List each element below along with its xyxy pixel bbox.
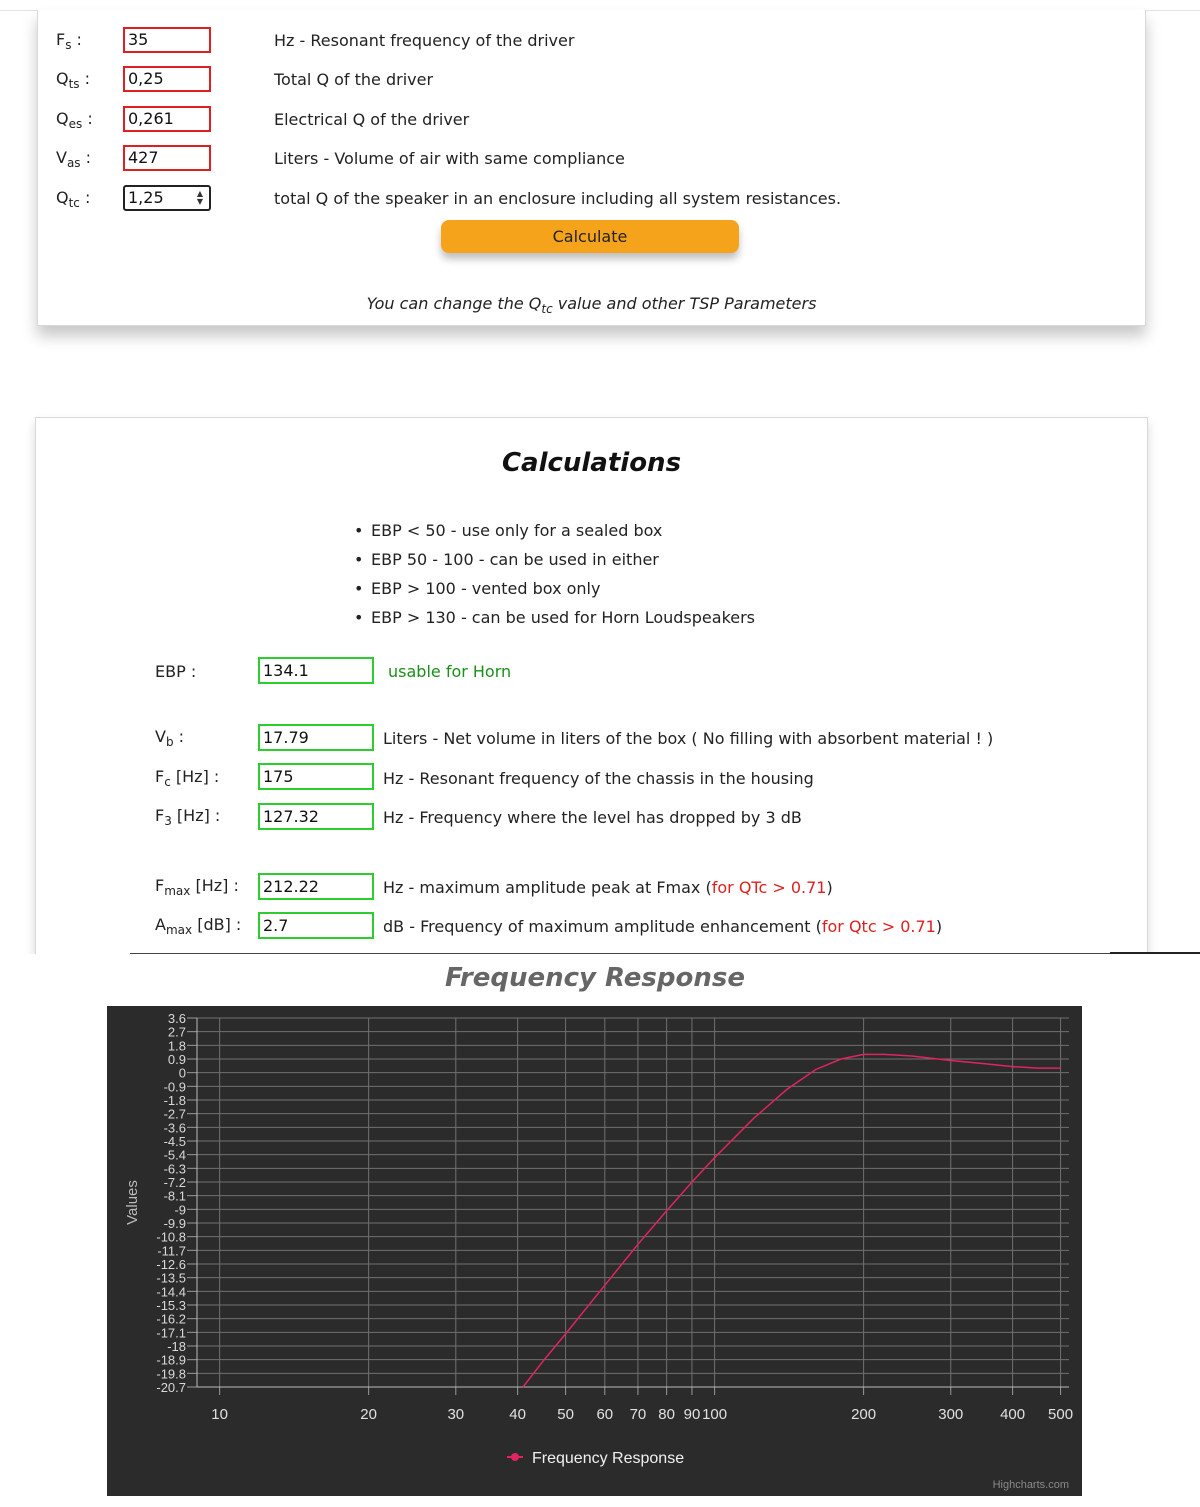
- y-tick-label: -20.7: [156, 1380, 186, 1395]
- y-tick-label: -12.6: [156, 1257, 186, 1272]
- chart-title: Frequency Response: [445, 963, 745, 993]
- spinner-arrows-icon[interactable]: ▲ ▼: [196, 189, 204, 206]
- fmax-field[interactable]: 212.22: [258, 873, 374, 900]
- x-tick-label: 90: [683, 1406, 701, 1423]
- y-tick-label: 3.6: [167, 1011, 186, 1026]
- fmax-label: $F_{max}$ [Hz] :: [155, 876, 239, 899]
- y-tick-label: -8.1: [163, 1188, 186, 1204]
- ebp-rule-4: • EBP > 130 - can be used for Horn Loudspeakers: [371, 608, 755, 627]
- series-line-frequency-response: [523, 1054, 1061, 1387]
- x-tick-label: 100: [702, 1406, 728, 1423]
- y-tick-label: -18.9: [156, 1352, 186, 1368]
- param-desc-fs: Hz - Resonant frequency of the driver: [274, 31, 575, 50]
- ebp-rule-1: • EBP < 50 - use only for a sealed box: [371, 521, 662, 540]
- x-tick-label: 20: [360, 1406, 377, 1423]
- param-label-vas: $V_{as}$ :: [56, 148, 92, 171]
- y-tick-label: 1.8: [167, 1038, 186, 1054]
- amax-label: $A_{max}$ [dB] :: [155, 915, 242, 938]
- param-desc-qes: Electrical Q of the driver: [274, 110, 470, 129]
- param-label-qtc: $Q_{tc}$ :: [56, 188, 91, 211]
- amax-field[interactable]: 2.7: [258, 912, 374, 939]
- hint-text: [38, 294, 1145, 316]
- ebp-rule-2: • EBP 50 - 100 - can be used in either: [371, 550, 659, 569]
- calculations-title: Calculations: [501, 448, 682, 478]
- y-tick-label: -0.9: [163, 1079, 186, 1095]
- frequency-response-chart: [107, 1006, 1082, 1496]
- x-tick-label: 10: [211, 1406, 228, 1423]
- ebp-note: usable for Horn: [388, 662, 512, 681]
- vb-field[interactable]: 17.79: [258, 724, 374, 751]
- y-tick-label: 0: [178, 1065, 186, 1081]
- x-tick-label: 300: [938, 1406, 964, 1423]
- y-tick-label: -2.7: [163, 1106, 186, 1122]
- x-tick-label: 500: [1048, 1406, 1074, 1423]
- x-tick-label: 50: [557, 1406, 574, 1423]
- y-tick-label: -16.2: [156, 1311, 186, 1327]
- ebp-field[interactable]: 134.1: [258, 657, 374, 684]
- fc-field[interactable]: 175: [258, 763, 374, 790]
- y-tick-label: -9: [174, 1202, 186, 1218]
- y-tick-label: -14.4: [156, 1284, 186, 1300]
- param-desc-vas: Liters - Volume of air with same compliance: [274, 149, 625, 168]
- hint-sub: tc: [541, 302, 553, 317]
- legend-marker: [511, 1453, 519, 1461]
- y-tick-label: -4.5: [163, 1134, 186, 1149]
- x-tick-label: 70: [629, 1406, 647, 1423]
- chart-canvas: [107, 1006, 1082, 1496]
- param-desc-qts: Total Q of the driver: [274, 70, 434, 89]
- y-tick-label: -5.4: [163, 1147, 186, 1163]
- calculate-button[interactable]: Calculate: [441, 220, 739, 253]
- param-desc-qtc: total Q of the speaker in an enclosure including all system resistances.: [274, 189, 842, 208]
- chart-credit: Highcharts.com: [992, 1479, 1069, 1491]
- x-tick-label: 200: [851, 1406, 877, 1423]
- x-tick-label: 40: [509, 1406, 526, 1423]
- vb-label: $V_b$ :: [155, 727, 185, 750]
- x-tick-label: 60: [596, 1406, 614, 1423]
- param-label-qts: $Q_{ts}$ :: [56, 69, 91, 92]
- param-input-qes[interactable]: 0,261: [123, 106, 211, 132]
- param-label-fs: $F_s$ :: [56, 30, 82, 53]
- y-tick-label: -15.3: [156, 1298, 186, 1313]
- param-input-vas[interactable]: 427: [123, 145, 211, 171]
- tsp-parameters-panel: [37, 10, 1146, 326]
- param-input-qts[interactable]: 0,25: [123, 66, 211, 92]
- ebp-label: EBP :: [155, 662, 197, 681]
- chart-top-rule: [130, 953, 1110, 954]
- y-tick-label: -10.8: [156, 1229, 186, 1245]
- ebp-rule-3: • EBP > 100 - vented box only: [371, 579, 600, 598]
- legend-label: Frequency Response: [532, 1450, 685, 1467]
- y-axis-label: Values: [124, 1180, 141, 1225]
- vb-desc: Liters - Net volume in liters of the box ( No filling with absorbent material ! ): [383, 729, 994, 748]
- param-input-qtc[interactable]: 1,25 ▲ ▼: [123, 185, 211, 211]
- y-tick-label: 2.7: [167, 1024, 186, 1040]
- x-tick-label: 30: [447, 1406, 465, 1423]
- f3-desc: Hz - Frequency where the level has dropped by 3 dB: [383, 808, 802, 827]
- y-tick-label: -1.8: [163, 1093, 186, 1108]
- y-tick-label: -6.3: [163, 1161, 186, 1177]
- chart-top-rule-right: [1110, 952, 1200, 954]
- fc-desc: Hz - Resonant frequency of the chassis in the housing: [383, 769, 814, 788]
- y-tick-label: -13.5: [156, 1270, 186, 1286]
- fc-label: $F_c$ [Hz] :: [155, 767, 220, 790]
- y-tick-label: -3.6: [163, 1120, 186, 1136]
- hint-suffix: value and other TSP Parameters: [552, 294, 817, 313]
- amax-desc: dB - Frequency of maximum amplitude enhancement (for Qtc > 0.71): [383, 917, 943, 936]
- y-tick-label: -17.1: [156, 1325, 186, 1341]
- x-tick-label: 80: [658, 1406, 675, 1423]
- y-tick-label: -9.9: [163, 1216, 186, 1231]
- y-tick-label: -18: [167, 1339, 186, 1354]
- x-tick-label: 400: [1000, 1406, 1026, 1423]
- y-tick-label: -19.8: [156, 1366, 186, 1382]
- param-input-fs[interactable]: 35: [123, 27, 211, 53]
- y-tick-label: -11.7: [157, 1243, 186, 1259]
- y-tick-label: -7.2: [163, 1175, 186, 1190]
- hint-prefix: You can change the Q: [366, 294, 542, 313]
- y-tick-label: 0.9: [167, 1052, 186, 1067]
- calculations-panel: [35, 417, 1148, 979]
- f3-field[interactable]: 127.32: [258, 803, 374, 830]
- param-label-qes: $Q_{es}$ :: [56, 109, 93, 132]
- fmax-desc: Hz - maximum amplitude peak at Fmax (for QTc > 0.71): [383, 878, 833, 897]
- f3-label: $F_3$ [Hz] :: [155, 806, 221, 829]
